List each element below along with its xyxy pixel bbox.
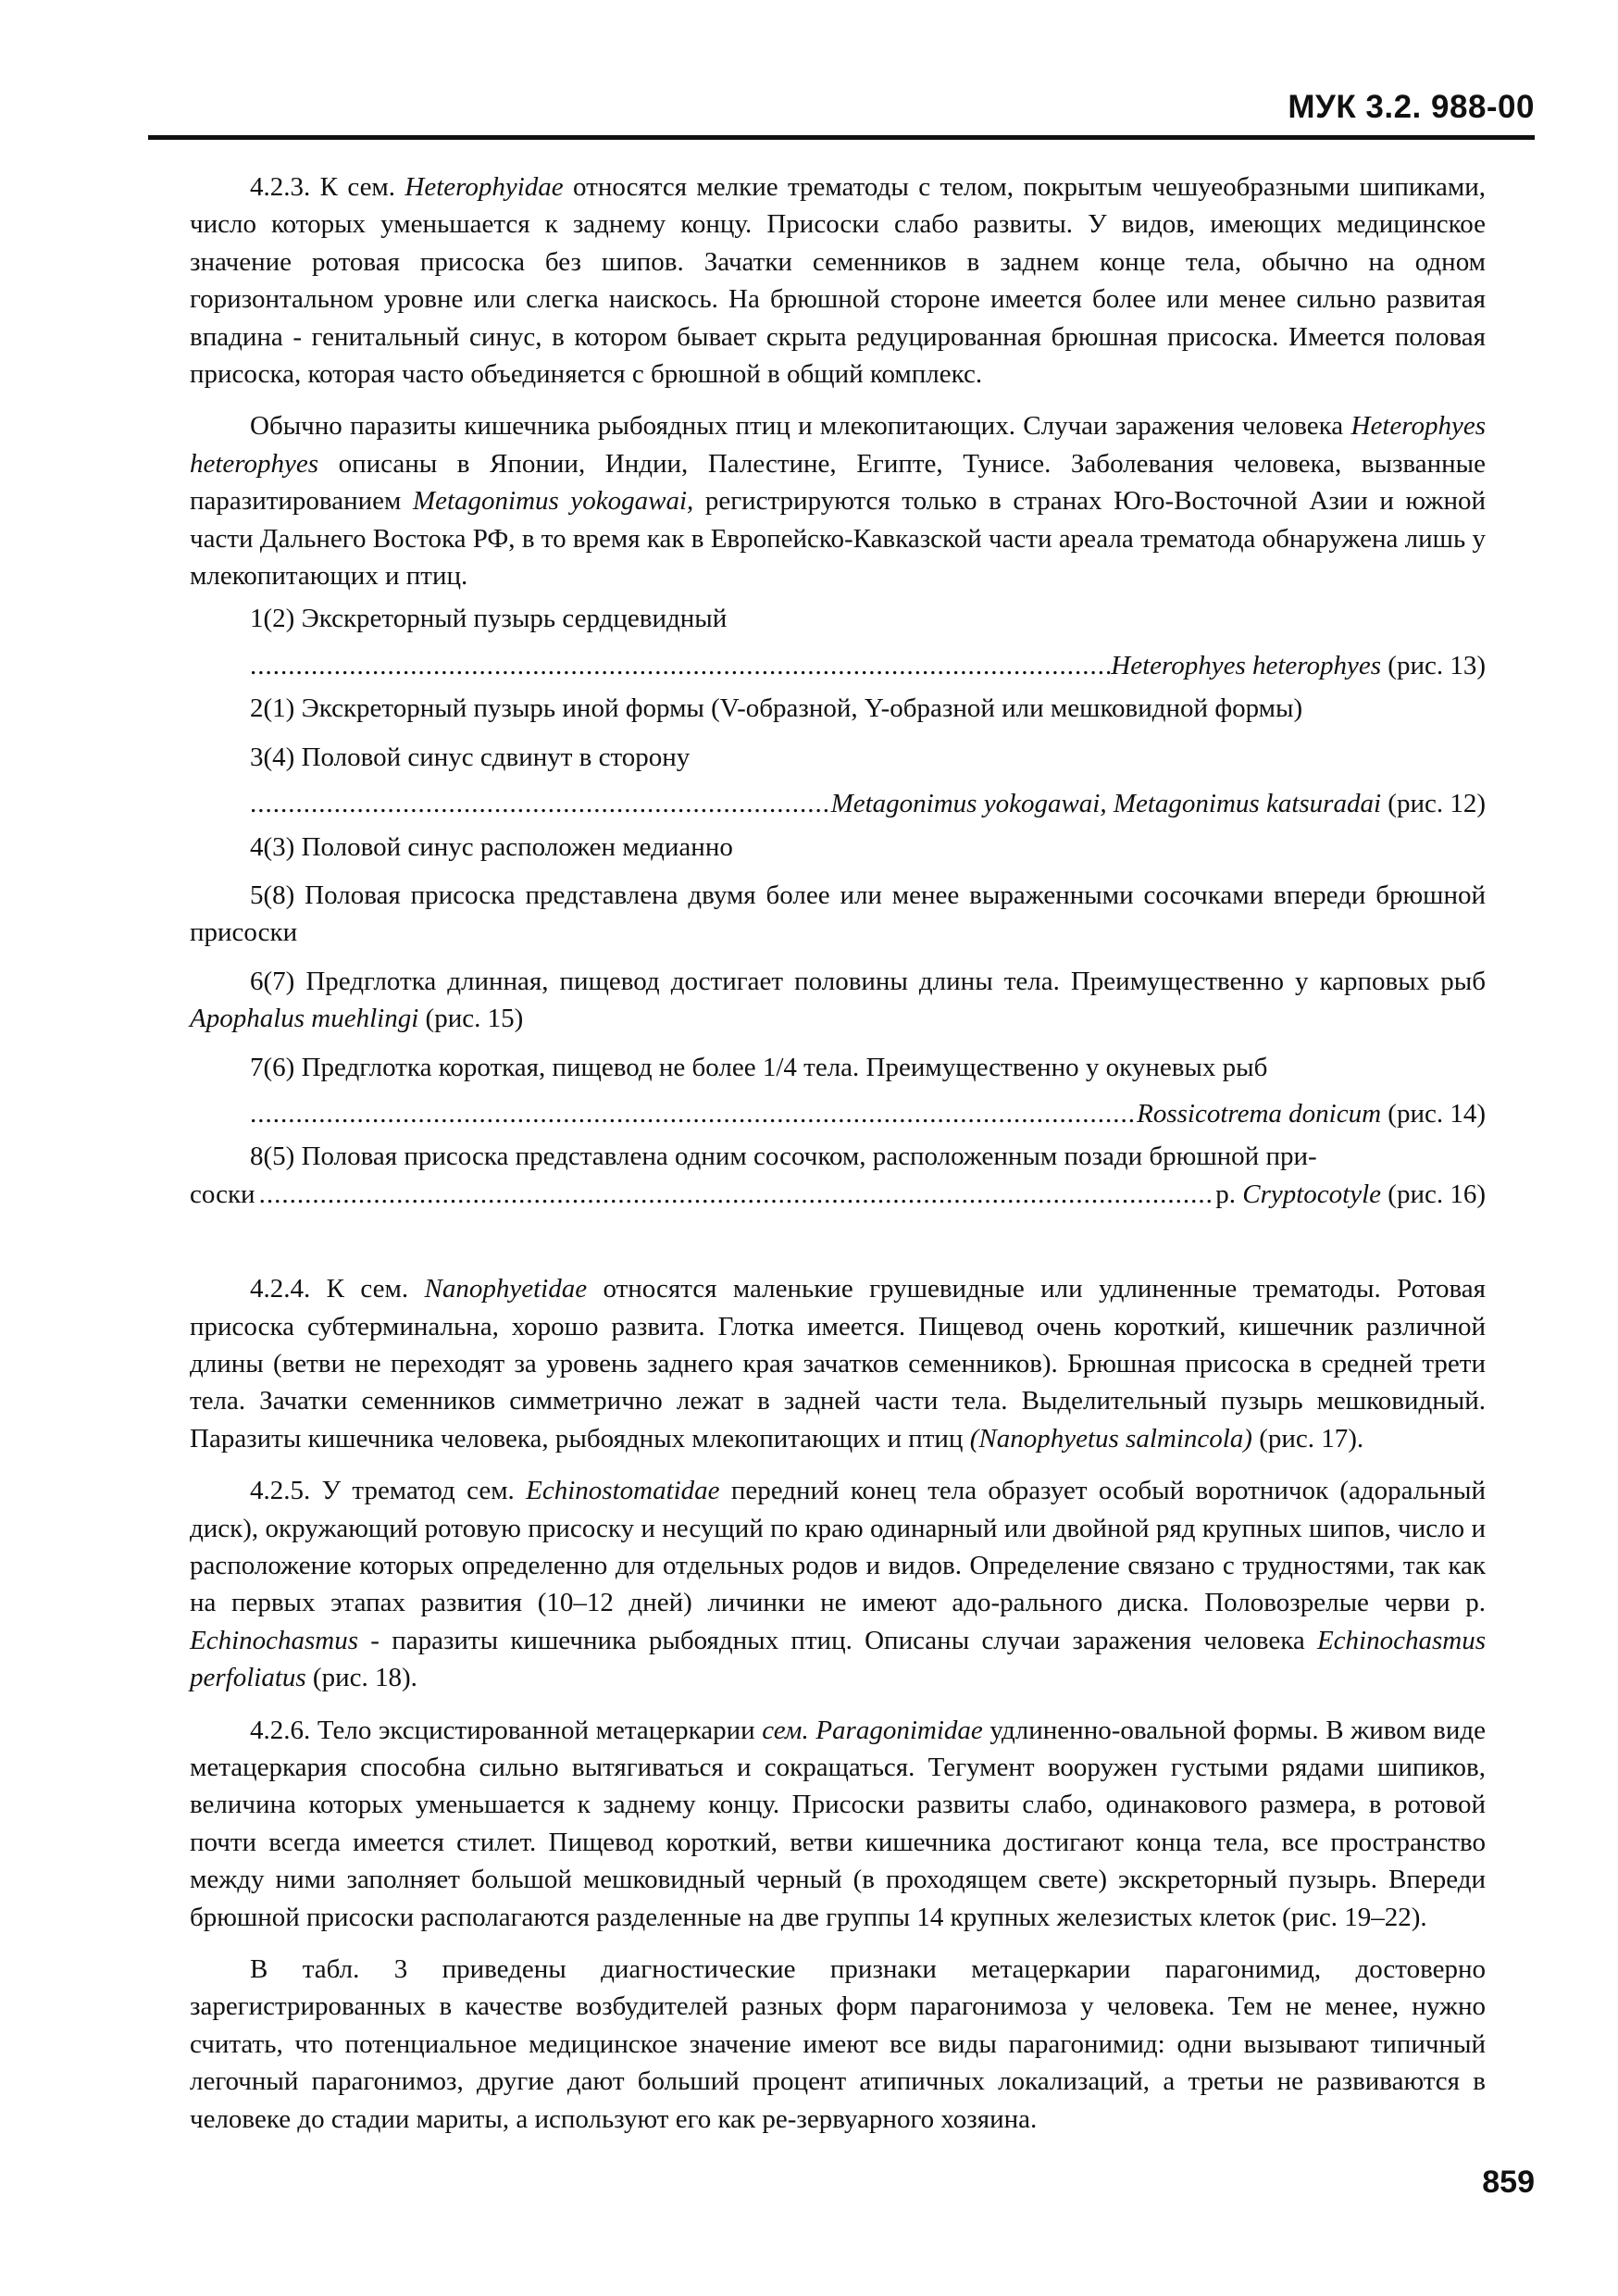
text-run: соски: [190, 1179, 255, 1209]
taxon-name: Echinochasmus: [190, 1625, 359, 1655]
taxon-name: Rossicotrema donicum: [1137, 1098, 1382, 1129]
text-run: 4.2.4. К сем.: [250, 1274, 425, 1304]
taxon-name: Echinostomatidae: [526, 1476, 720, 1506]
figure-ref: (рис. 18).: [305, 1663, 417, 1693]
text-run: относятся маленькие грушевидные или удлиненные трематоды. Ротовая присоска субтерминальна, хорошо развита. Глотка имеется. Пищевод очень короткий, кишечник различной длины (ветви не переходят за уровень заднего края зачатков семенников). Брюшная присоска в средней трети тела. Зачатки семенников симметрично лежат в задней части тела. Выделительный пузырь мешковидный. Паразиты кишечника человека, рыбоядных млекопитающих и птиц: [190, 1274, 1486, 1454]
text-run: удлиненно-овальной формы. В живом виде метацеркария способна сильно вытягиваться и сокращаться. Тегумент вооружен густыми рядами шипиков, величина которых уменьшается к заднему концу. Присоски развиты слабо, одинакового размера, в ротовой почти всегда имеется стилет. Пищевод короткий, ветви кишечника достигают конца тела, все пространство между ними заполняет большой мешковидный черный (в проходящем свете) экскреторный пузырь. Впереди брюшной присоски располагаются разделенные на две группы 14 крупных железистых клеток (рис. 19–22).: [190, 1715, 1487, 1932]
key-step-3-result: [190, 785, 1486, 822]
figure-ref: (рис. 16): [1381, 1179, 1486, 1209]
text-run: 4.2.3. К сем.: [250, 172, 405, 202]
key-step-7: 7(6) Предглотка короткая, пищевод не более 1/4 тела. Преимущественно у окуневых рыб: [250, 1052, 1268, 1082]
paragraph-4-2-4: [190, 1270, 1486, 1457]
text-run: регистрируются только в странах Юго-Восточной Азии и южной части Дальнего Востока РФ, в то время как в Европейско-Кавказской части ареала трематода обнаружена лишь у млекопитающих и птиц.: [190, 486, 1487, 592]
key-step-7-result: [190, 1095, 1486, 1132]
paragraph-4-2-6: [190, 1712, 1486, 1936]
taxon-name: Apophalus muehlingi: [190, 1004, 419, 1034]
taxon-name: (Nanophyetus salmincola): [969, 1423, 1252, 1454]
figure-ref: (рис. 12): [1381, 789, 1486, 819]
key-step-1-result: [190, 647, 1486, 684]
paragraph-4-2-5: [190, 1472, 1486, 1696]
taxon-name: Metagonimus yokogawai,: [412, 486, 694, 517]
key-result: [1111, 647, 1486, 684]
key-step-2: 2(1) Экскреторный пузырь иной формы (V-образной, Y-образной или мешковидной формы): [250, 693, 1303, 724]
taxon-name: Heterophyidae: [404, 172, 564, 202]
page-number: 859: [1482, 2165, 1535, 2200]
taxon-name: Heterophyes heterophyes: [1111, 650, 1382, 680]
genus-abbrev: р.: [1215, 1179, 1243, 1209]
page-body: [190, 168, 1486, 2138]
dot-leader: [250, 785, 831, 822]
text-run: Обычно паразиты кишечника рыбоядных птиц и млекопитающих. Случаи заражения человека: [250, 411, 1351, 442]
key-step-5: 5(8) Половая присоска представлена двумя более или менее выраженными сосочками впереди брюшной присоски: [190, 880, 1486, 948]
figure-ref: (рис. 15): [418, 1004, 524, 1034]
text-run: 6(7) Предглотка длинная, пищевод достигает половины длины тела. Преимущественно у карповых рыб: [250, 966, 1486, 996]
key-step-4: 4(3) Половой синус расположен медианно: [250, 831, 733, 862]
figure-ref: (рис. 17).: [1251, 1423, 1364, 1454]
document-code: МУК 3.2. 988-00: [1288, 89, 1535, 125]
taxon-name: Cryptocotyle: [1242, 1179, 1382, 1209]
paragraph-4-2-3: [190, 168, 1486, 393]
key-step-6: [190, 963, 1486, 1038]
text-run: 4.2.5. У трематод сем.: [250, 1476, 527, 1506]
key-step-3: 3(4) Половой синус сдвинут в сторону: [250, 742, 691, 772]
text-run: 8(5) Половая присоска представлена одним сосочком, расположенным позади брюшной при-: [250, 1142, 1317, 1172]
text-run: - паразиты кишечника рыбоядных птиц. Описаны случаи заражения человека: [358, 1625, 1317, 1655]
text-run: относятся мелкие трематоды с телом, покрытым чешуеобразными шипиками, число которых уменьшается к заднему концу. Присоски слабо развиты. У видов, имеющих медицинское значение ротовая присоска без шипов. Зачатки семенников в заднем конце тела, обычно на одном горизонтальном уровне или слегка наискось. На брюшной стороне имеется более или менее сильно развитая впадина - генитальный синус, в котором бывает скрыта редуцированная брюшная присоска. Имеется половая присоска, которая часто объединяется с брюшной в общий комплекс.: [190, 172, 1486, 390]
taxon-name: сем. Paragonimidae: [762, 1715, 983, 1745]
key-step-1: 1(2) Экскреторный пузырь сердцевидный: [250, 604, 728, 634]
dot-leader: [250, 647, 1111, 684]
taxon-name: Nanophyetidae: [424, 1274, 588, 1304]
paragraph-table-3: В табл. 3 приведены диагностические признаки метацеркарии парагонимид, достоверно зарегистрированных в качестве возбудителей разных форм парагонимоза у человека. Тем не менее, нужно считать, что потенциальное медицинское значение имеют все виды парагонимид: одни вызывают типичный легочный парагонимоз, другие дают больший процент атипичных локализаций, а третьи не развиваются в человеке до стадии мариты, а используют его как ре-зервуарного хозяина.: [190, 1954, 1486, 2134]
text-run: описаны в Японии, Индии, Палестине, Египте, Тунисе. Заболевания человека, вызванные паразитированием: [190, 448, 1486, 517]
taxon-name: Echinochasmus perfoliatus: [190, 1625, 1486, 1693]
key-result: [1137, 1095, 1486, 1132]
taxon-name: Heterophyes heterophyes: [190, 411, 1486, 479]
key-step-8: [190, 1138, 1486, 1175]
key-result: [1215, 1176, 1486, 1213]
figure-ref: (рис. 13): [1381, 650, 1486, 680]
paragraph-distribution: [190, 407, 1486, 594]
figure-ref: (рис. 14): [1381, 1098, 1486, 1129]
text-run: 4.2.6. Тело эксцистированной метацеркарии: [250, 1715, 763, 1745]
running-header: [148, 89, 1535, 140]
key-step-8-result: [190, 1176, 1486, 1213]
taxon-name: Metagonimus yokogawai, Metagonimus katsuradai: [830, 789, 1382, 819]
dot-leader: [250, 1095, 1137, 1132]
text-run: передний конец тела образует особый воротничок (адоральный диск), окружающий ротовую присоску и несущий по краю одинарный или двойной ряд крупных шипов, число и расположение которых определенно для отдельных родов и видов. Определение связано с трудностями, так как на первых этапах развития (10–12 дней) личинки не имеют адо-рального диска. Половозрелые черви р.: [190, 1476, 1486, 1618]
dot-leader: [259, 1176, 1216, 1213]
key-result: [831, 785, 1486, 822]
